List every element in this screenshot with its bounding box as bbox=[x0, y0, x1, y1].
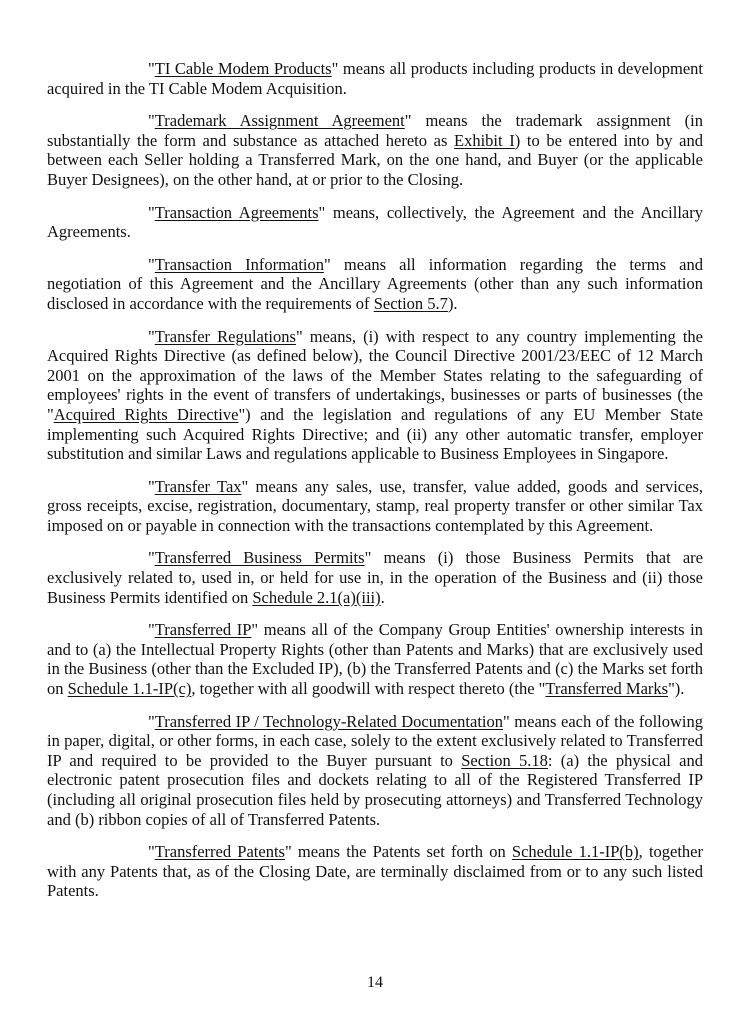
text-run: " means all of the Company Group Entities' ownership interests in and to (a) the Intellectual Property Rights (other than Patents and Marks) that are exclusively used in the Business (other than the Excluded IP), (b) the Transferred Patents and (c) the Marks set forth on bbox=[47, 620, 703, 699]
paragraph bbox=[47, 327, 703, 464]
text-run: , together with all goodwill with respect thereto (the " bbox=[191, 679, 546, 699]
text-run: "). bbox=[668, 679, 685, 699]
text-run: ) to be entered into by and between each Seller holding a Transferred Mark, on the one hand, and Buyer (or the applicable Buyer Designees), on the other hand, at or prior to the Closing. bbox=[47, 130, 703, 189]
paragraph bbox=[47, 712, 703, 830]
text-run: ). bbox=[447, 293, 458, 313]
defined-term: Transferred Patents bbox=[154, 842, 285, 862]
text-run: " bbox=[148, 476, 155, 496]
text-run: " bbox=[148, 59, 155, 78]
text-run: " bbox=[148, 326, 155, 346]
text-run: " bbox=[148, 202, 155, 222]
text-run: " means all products including products in development acquired in the TI Cable Modem Acquisition. bbox=[47, 59, 704, 98]
text-run: " means, collectively, the Agreement and the Ancillary Agreements. bbox=[47, 202, 703, 242]
text-run: " means any sales, use, transfer, value added, goods and services, gross receipts, excise, registration, documentary, stamp, real property transfer or other similar Tax imposed on or payable in connection with the transactions contemplated by this Agreement. bbox=[47, 476, 703, 535]
defined-term: Transferred IP / Technology-Related Documentation bbox=[154, 711, 503, 731]
text-run: " means all information regarding the terms and negotiation of this Agreement and the Ancillary Agreements (other than any such information disclosed in accordance with the requirements of bbox=[47, 254, 703, 313]
text-run: ") and the legislation and regulations of any EU Member State implementing such Acquired Rights Directive; and (ii) any other automatic transfer, employer substitution and similar Laws and regulations applicable to Business Employees in Singapore. bbox=[47, 404, 704, 464]
defined-term: Schedule 1.1-IP(b) bbox=[511, 842, 639, 862]
defined-term: Schedule 1.1-IP(c) bbox=[67, 679, 192, 699]
defined-term: Transferred Business Permits bbox=[154, 548, 365, 568]
text-run: " means the trademark assignment (in substantially the form and substance as attached hereto as bbox=[47, 111, 704, 150]
defined-term: Section 5.18 bbox=[461, 750, 548, 770]
text-run: " means (i) those Business Permits that are exclusively related to, used in, or held for use in, in the operation of the Business and (ii) those Business Permits identified on bbox=[47, 548, 703, 607]
text-run: . bbox=[380, 587, 385, 607]
paragraph bbox=[47, 59, 703, 98]
defined-term: TI Cable Modem Products bbox=[154, 59, 332, 78]
defined-term: Transaction Agreements bbox=[154, 202, 319, 222]
defined-term: Transferred IP bbox=[154, 620, 252, 640]
text-run: " bbox=[148, 711, 155, 731]
text-run: " bbox=[148, 254, 155, 274]
defined-term: Transferred Marks bbox=[545, 679, 669, 699]
defined-term: Section 5.7 bbox=[373, 293, 448, 313]
defined-term: Exhibit I bbox=[454, 130, 515, 150]
document-body bbox=[47, 59, 703, 901]
text-run: " bbox=[148, 111, 155, 131]
defined-term: Schedule 2.1(a)(iii) bbox=[252, 587, 381, 607]
text-run: : (a) the physical and electronic patent prosecution files and dockets relating to all of the Registered Transferred IP (including all original prosecution files held by prosecuting attorneys) and Transferred Technology and (b) ribbon copies of all of Transferred Patents. bbox=[47, 750, 703, 829]
text-run: " bbox=[148, 548, 155, 568]
defined-term: Transfer Tax bbox=[154, 476, 242, 496]
paragraph bbox=[47, 477, 703, 536]
paragraph bbox=[47, 620, 703, 698]
page-number: 14 bbox=[367, 974, 383, 991]
paragraph bbox=[47, 842, 703, 901]
text-run: " means, (i) with respect to any country implementing the Acquired Rights Directive (as defined below), the Council Directive 2001/23/EEC of 12 March 2001 on the approximation of the laws of the Member States relating to the safeguarding of employees' rights in the event of transfers of undertakings, businesses or parts of businesses (the " bbox=[47, 326, 703, 424]
text-run: " means the Patents set forth on bbox=[284, 842, 512, 862]
paragraph bbox=[47, 111, 703, 189]
defined-term: Transaction Information bbox=[154, 254, 324, 274]
paragraph bbox=[47, 548, 703, 607]
defined-term: Trademark Assignment Agreement bbox=[154, 111, 405, 131]
paragraph bbox=[47, 203, 703, 242]
defined-term: Acquired Rights Directive bbox=[53, 404, 239, 424]
text-run: " bbox=[148, 842, 155, 862]
text-run: " bbox=[148, 620, 155, 640]
defined-term: Transfer Regulations bbox=[154, 326, 296, 346]
text-run: , together with any Patents that, as of the Closing Date, are terminally disclaimed from or to any such listed Patents. bbox=[47, 842, 703, 901]
text-run: " means each of the following in paper, digital, or other forms, in each case, solely to the extent exclusively related to Transferred IP and required to be provided to the Buyer pursuant to bbox=[47, 711, 703, 770]
paragraph bbox=[47, 255, 703, 314]
